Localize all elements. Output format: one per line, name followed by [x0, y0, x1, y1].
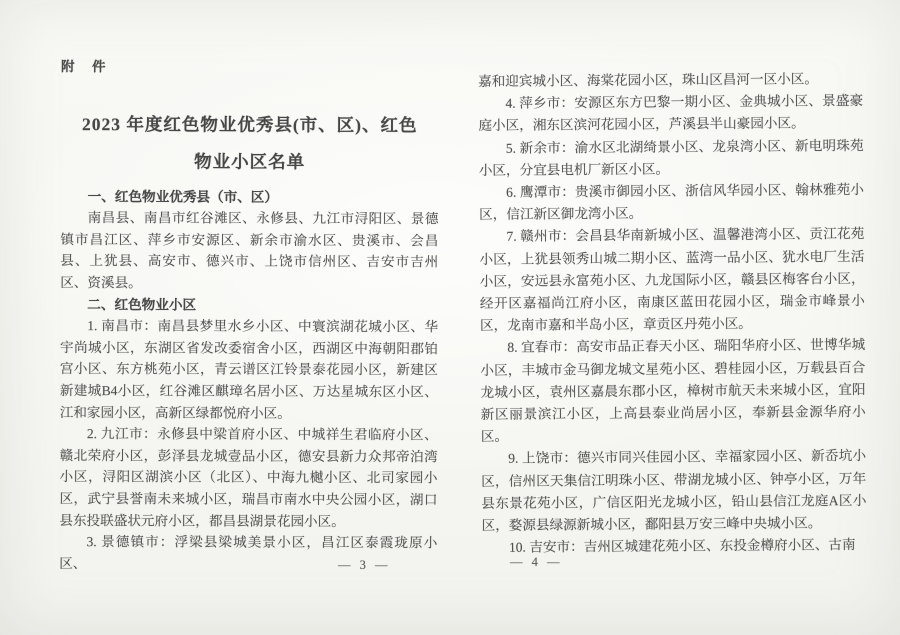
paragraph-jingdezhen-start: 3. 景德镇市：浮梁县梁城美景小区，昌江区泰霞珑原小区、	[59, 534, 438, 571]
paragraph-jingdezhen-continued: 嘉和迎宾城小区、海棠花园小区，珠山区昌河一区小区。	[478, 71, 818, 89]
paragraph-shangrao: 9. 上饶市：德兴市同兴佳园小区、幸福家园小区、新岙坑小区，信州区天集信江明珠小区、带湖龙城小区、钟亭小区，万年县东景花苑小区，广信区阳光龙城小区，铅山县信江龙庭A区小区，婺源县绿源新城小区，鄱阳县万安三峰中央城小区。	[481, 448, 867, 534]
paragraph-ganzhou: 7. 赣州市：会昌县华南新城小区、温馨港湾小区、贡江花苑小区，上犹县领秀山城二期小区、蓝湾一品小区、犹水电厂生活小区，安远县永富苑小区、九龙国际小区，赣县区梅客台小区，经开区嘉福尚江府小区，南康区蓝田花园小区，瑞金市峰景小区，龙南市嘉和半岛小区，章贡区丹苑小区。	[479, 226, 865, 334]
document-page-left	[59, 56, 439, 576]
attachment-label: 附 件	[60, 58, 108, 75]
section-1-heading: 一、红色物业优秀县（市、区）	[87, 188, 279, 205]
document-page-right	[478, 68, 867, 559]
section-1-body: 南昌县、南昌市红谷滩区、永修县、九江市浔阳区、景德镇市昌江区、萍乡市安源区、新余市渝水区、贵溪市、会昌县、上犹县、高安市、德兴市、上饶市信州区、吉安市吉州区、资溪县。	[60, 210, 439, 291]
paragraph-jiujiang: 2. 九江市：永修县中梁首府小区、中城祥生君临府小区、赣北荣府小区，彭泽县龙城壹品小区，德安县新力众邦帝泊湾小区，浔阳区湖滨小区（北区）、中海九樾小区、北司家园小区，武宁县誉南未来城小区，瑞昌市南水中央公园小区，湖口县东投联盛状元府小区，都昌县湖景花园小区。	[59, 426, 438, 529]
document-title-line-2: 物业小区名单	[194, 151, 306, 172]
page-number-right: — 4 —	[510, 555, 563, 569]
paragraph-jian-start: 10. 吉安市：吉州区城建花苑小区、东投金樽府小区、古南	[508, 537, 856, 556]
paragraph-nanchang: 1. 南昌市：南昌县梦里水乡小区、中寰滨湖花城小区、华宇尚城小区，东湖区省发改委宿舍小区，西湖区中海朝阳郡铂宫小区、东方桃苑小区，青云谱区江铃景泰花园小区，新建区新建城B4小区，红谷滩区麒璋名居小区、万达星城东区小区、江和家园小区，高新区绿都悦府小区。	[59, 318, 439, 421]
paragraph-yichun: 8. 宜春市：高安市品正春天小区、瑞阳华府小区、世博华城小区，丰城市金马御龙城文星苑小区、碧桂园小区，万载县百合龙城小区，袁州区嘉晨东郡小区，樟树市航天未来城小区，宜阳新区丽景滨江小区，上高县泰业尚居小区，奉新县金源华府小区。	[480, 337, 866, 445]
paragraph-pingxiang: 4. 萍乡市：安源区东方巴黎一期小区、金典城小区、景盛豪庭小区，湘东区滨河花园小区，芦溪县半山豪园小区。	[478, 93, 864, 134]
document-title	[69, 106, 431, 181]
page-number-left: — 3 —	[338, 558, 391, 572]
document-title-line-1: 2023 年度红色物业优秀县(市、区)、红色	[81, 113, 418, 135]
paragraph-xinyu: 5. 新余市：渝水区北湖绮景小区、龙泉湾小区、新电明珠苑小区，分宜县电机厂新区小区。	[478, 137, 864, 178]
section-2-heading: 二、红色物业小区	[87, 296, 197, 313]
paragraph-yingtan: 6. 鹰潭市：贵溪市御园小区、浙信风华园小区、翰林雅苑小区，信江新区御龙湾小区。	[479, 181, 865, 223]
